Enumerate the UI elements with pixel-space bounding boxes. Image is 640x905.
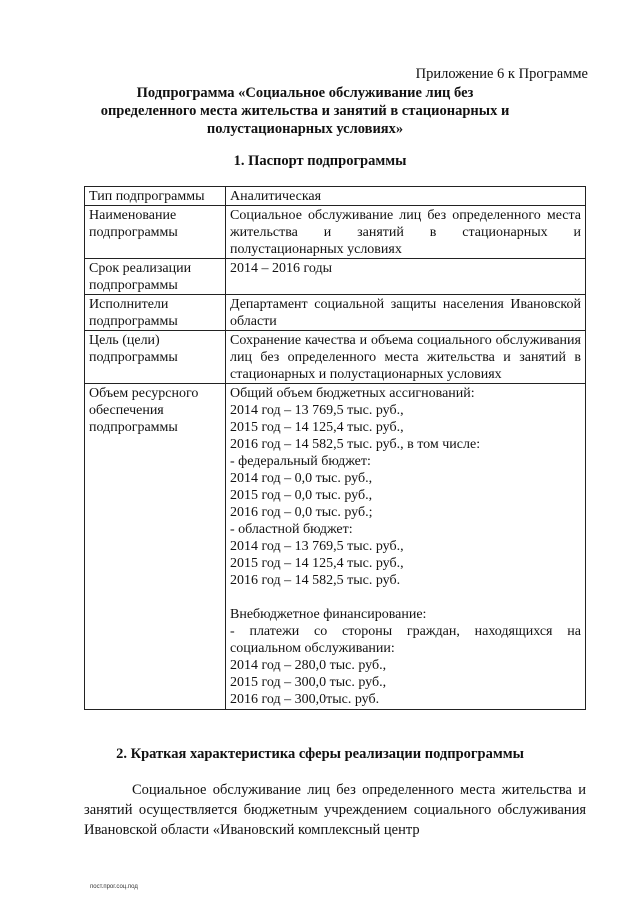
funding-line: - федеральный бюджет: xyxy=(230,454,371,469)
funding-line: 2016 год – 300,0тыс. руб. xyxy=(230,692,380,707)
section-2-heading: 2. Краткая характеристика сферы реализации подпрограммы xyxy=(116,746,524,762)
funding-line: 2016 год – 0,0 тыс. руб.; xyxy=(230,505,373,520)
row-value: Департамент социальной защиты населения Ивановской области xyxy=(226,295,586,331)
appendix-label: Приложение 6 к Программе xyxy=(415,66,588,82)
funding-line: 2015 год – 14 125,4 тыс. руб., xyxy=(230,420,404,435)
funding-cell xyxy=(226,384,586,710)
spacer xyxy=(230,589,581,606)
table-row xyxy=(85,295,586,331)
table-row xyxy=(85,187,586,206)
funding-line: - областной бюджет: xyxy=(230,522,353,537)
funding-line: 2015 год – 14 125,4 тыс. руб., xyxy=(230,556,404,571)
row-label: Наименование подпрограммы xyxy=(85,206,226,259)
passport-table xyxy=(84,186,586,710)
table-row xyxy=(85,259,586,295)
funding-line: 2014 год – 280,0 тыс. руб., xyxy=(230,658,387,673)
row-label: Тип подпрограммы xyxy=(85,187,226,206)
funding-line: 2016 год – 14 582,5 тыс. руб., в том числе: xyxy=(230,437,481,452)
subprogram-title: Подпрограмма «Социальное обслуживание лиц без определенного места жительства и занятий в стационарных и полустационарных условиях» xyxy=(100,85,510,137)
table-row xyxy=(85,206,586,259)
extra-funding-heading: Внебюджетное финансирование: xyxy=(230,607,427,622)
funding-line: 2014 год – 13 769,5 тыс. руб., xyxy=(230,539,404,554)
row-value: Социальное обслуживание лиц без определенного места жительства и занятий в стационарных и полустационарных условиях xyxy=(226,206,586,259)
section-1-heading: 1. Паспорт подпрограммы xyxy=(233,153,407,169)
row-value: Аналитическая xyxy=(226,187,586,206)
row-label: Срок реализации подпрограммы xyxy=(85,259,226,295)
funding-line: 2015 год – 0,0 тыс. руб., xyxy=(230,488,373,503)
funding-line: 2015 год – 300,0 тыс. руб., xyxy=(230,675,387,690)
funding-line: 2014 год – 13 769,5 тыс. руб., xyxy=(230,403,404,418)
extra-funding-text: - платежи со стороны граждан, находящихся на социальном обслуживании: xyxy=(230,624,581,656)
row-label: Исполнители подпрограммы xyxy=(85,295,226,331)
row-value: Сохранение качества и объема социального обслуживания лиц без определенного места жительства и занятий в стационарных и полустационарных условиях xyxy=(226,331,586,384)
table-row xyxy=(85,384,586,710)
table-row xyxy=(85,331,586,384)
funding-line: Общий объем бюджетных ассигнований: xyxy=(230,386,475,401)
row-label: Объем ресурсного обеспечения подпрограммы xyxy=(85,384,226,710)
funding-line: 2016 год – 14 582,5 тыс. руб. xyxy=(230,573,401,588)
section-2-paragraph: Социальное обслуживание лиц без определенного места жительства и занятий осуществляется бюджетным учреждением социального обслуживания Ивановской области «Ивановский комплексный центр xyxy=(84,782,586,838)
row-label: Цель (цели) подпрограммы xyxy=(85,331,226,384)
row-value: 2014 – 2016 годы xyxy=(226,259,586,295)
funding-line: 2014 год – 0,0 тыс. руб., xyxy=(230,471,373,486)
footer-file-code: пост.прог.соц.под xyxy=(90,884,138,890)
